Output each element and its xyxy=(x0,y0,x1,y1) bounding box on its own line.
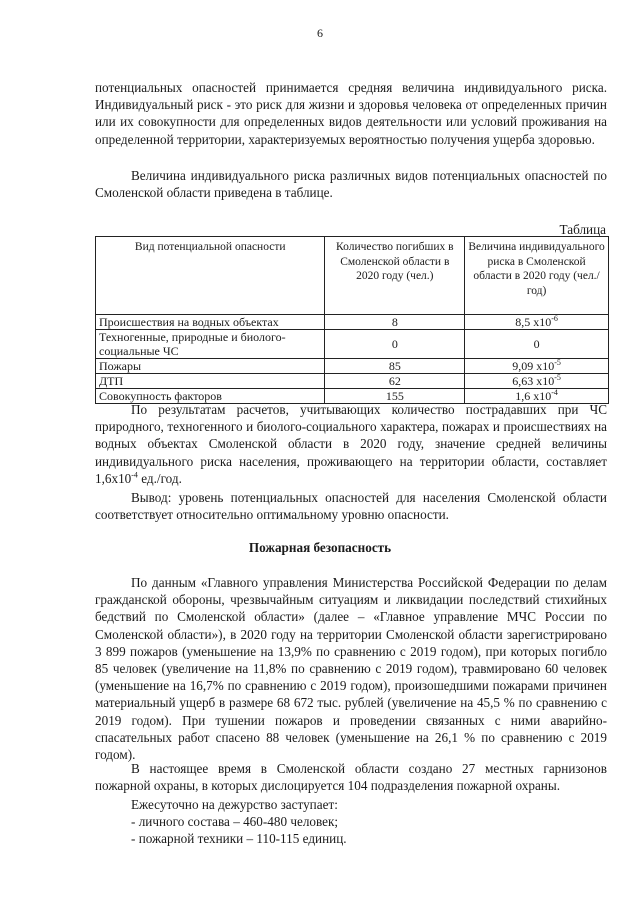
risk-value: 0 xyxy=(533,337,540,351)
table-caption: Таблица xyxy=(559,222,606,237)
table-row xyxy=(96,315,609,330)
row-name: ДТП xyxy=(96,374,325,389)
table-row xyxy=(96,330,609,359)
risk-table xyxy=(95,236,609,404)
conclusion-paragraph: Вывод: уровень потенциальных опасностей для населения Смоленской области соответствует относительно оптимальному уровню опасности. xyxy=(95,490,607,523)
table-header-row xyxy=(96,237,609,315)
row-count: 62 xyxy=(325,374,465,389)
row-count: 85 xyxy=(325,359,465,374)
row-name: Техногенные, природные и биолого-социальные ЧС xyxy=(96,330,325,359)
intro-paragraph-2: Величина индивидуального риска различных видов потенциальных опасностей по Смоленской области приведена в таблице. xyxy=(95,168,607,201)
list-item: - личного состава – 460-480 человек; xyxy=(131,814,339,829)
list-item: - пожарной техники – 110-115 единиц. xyxy=(131,831,347,846)
header-risk: Величина индивидуального риска в Смоленской области в 2020 году (чел./год) xyxy=(465,237,609,315)
header-hazard-type: Вид потенциальной опасности xyxy=(96,237,325,315)
row-risk xyxy=(465,374,609,389)
table-row xyxy=(96,359,609,374)
fire-paragraph-3: Ежесуточно на дежурство заступает: xyxy=(131,797,338,812)
results-exponent: -4 xyxy=(131,470,138,480)
row-name: Совокупность факторов xyxy=(96,389,325,404)
risk-exponent: -4 xyxy=(551,388,558,397)
results-text: По результатам расчетов, учитывающих количество пострадавших при ЧС природного, техногенного и биолого-социального характера, пожарах и происшествиях на водных объектах Смоленской области в 2020 году, значение средней величины индивидуального риска населения, проживающего на территории области, составляет 1,6х10 xyxy=(95,402,607,486)
risk-value: 8,5 x10 xyxy=(515,315,552,329)
risk-value: 6,63 x10 xyxy=(512,374,555,388)
risk-exponent: -5 xyxy=(554,358,561,367)
row-name: Происшествия на водных объектах xyxy=(96,315,325,330)
risk-exponent: -6 xyxy=(551,314,558,323)
row-risk xyxy=(465,315,609,330)
row-count: 0 xyxy=(325,330,465,359)
header-deaths: Количество погибших в Смоленской области в 2020 году (чел.) xyxy=(325,237,465,315)
intro-paragraph-1: потенциальных опасностей принимается средняя величина индивидуального риска. Индивидуальный риск - это риск для жизни и здоровья человека от определенных причин или их совокупности для определенных видов деятельности или условий проживания на определенной территории, характеризуемых вероятностью получения ущерба здоровью. xyxy=(95,80,607,147)
risk-value: 9,09 x10 xyxy=(512,359,555,373)
row-count: 8 xyxy=(325,315,465,330)
risk-exponent: -5 xyxy=(554,373,561,382)
results-unit: ед./год. xyxy=(137,470,182,486)
row-risk xyxy=(465,359,609,374)
row-count: 155 xyxy=(325,389,465,404)
results-paragraph-1 xyxy=(95,401,607,487)
page-number: 6 xyxy=(317,26,323,40)
section-heading: Пожарная безопасность xyxy=(248,540,392,555)
table-row xyxy=(96,374,609,389)
row-risk xyxy=(465,330,609,359)
row-name: Пожары xyxy=(96,359,325,374)
risk-value: 1,6 x10 xyxy=(515,389,552,403)
fire-paragraph-2: В настоящее время в Смоленской области создано 27 местных гарнизонов пожарной охраны, в которых дислоцируется 104 подразделения пожарной охраны. xyxy=(95,761,607,794)
fire-paragraph-1: По данным «Главного управления Министерства Российской Федерации по делам гражданской обороны, чрезвычайным ситуациям и ликвидации последствий стихийных бедствий по Смоленской области» (далее – «Главное управление МЧС России по Смоленской области»), в 2020 году на территории Смоленской области зарегистрировано 3 899 пожаров (уменьшение на 13,9% по сравнению с 2019 годом), при которых погибло 85 человек (увеличение на 11,8% по сравнению с 2019 годом), травмировано 60 человек (уменьшение на 16,7% по сравнению с 2019 годом), произошедшими пожарами причинен материальный ущерб в размере 68 672 тыс. рублей (увеличение на 45,5 % по сравнению с 2019 годом). При тушении пожаров и проведении связанных с ними аварийно-спасательных работ спасено 88 человек (уменьшение на 26,1 % по сравнению с 2019 годом). xyxy=(95,575,607,763)
